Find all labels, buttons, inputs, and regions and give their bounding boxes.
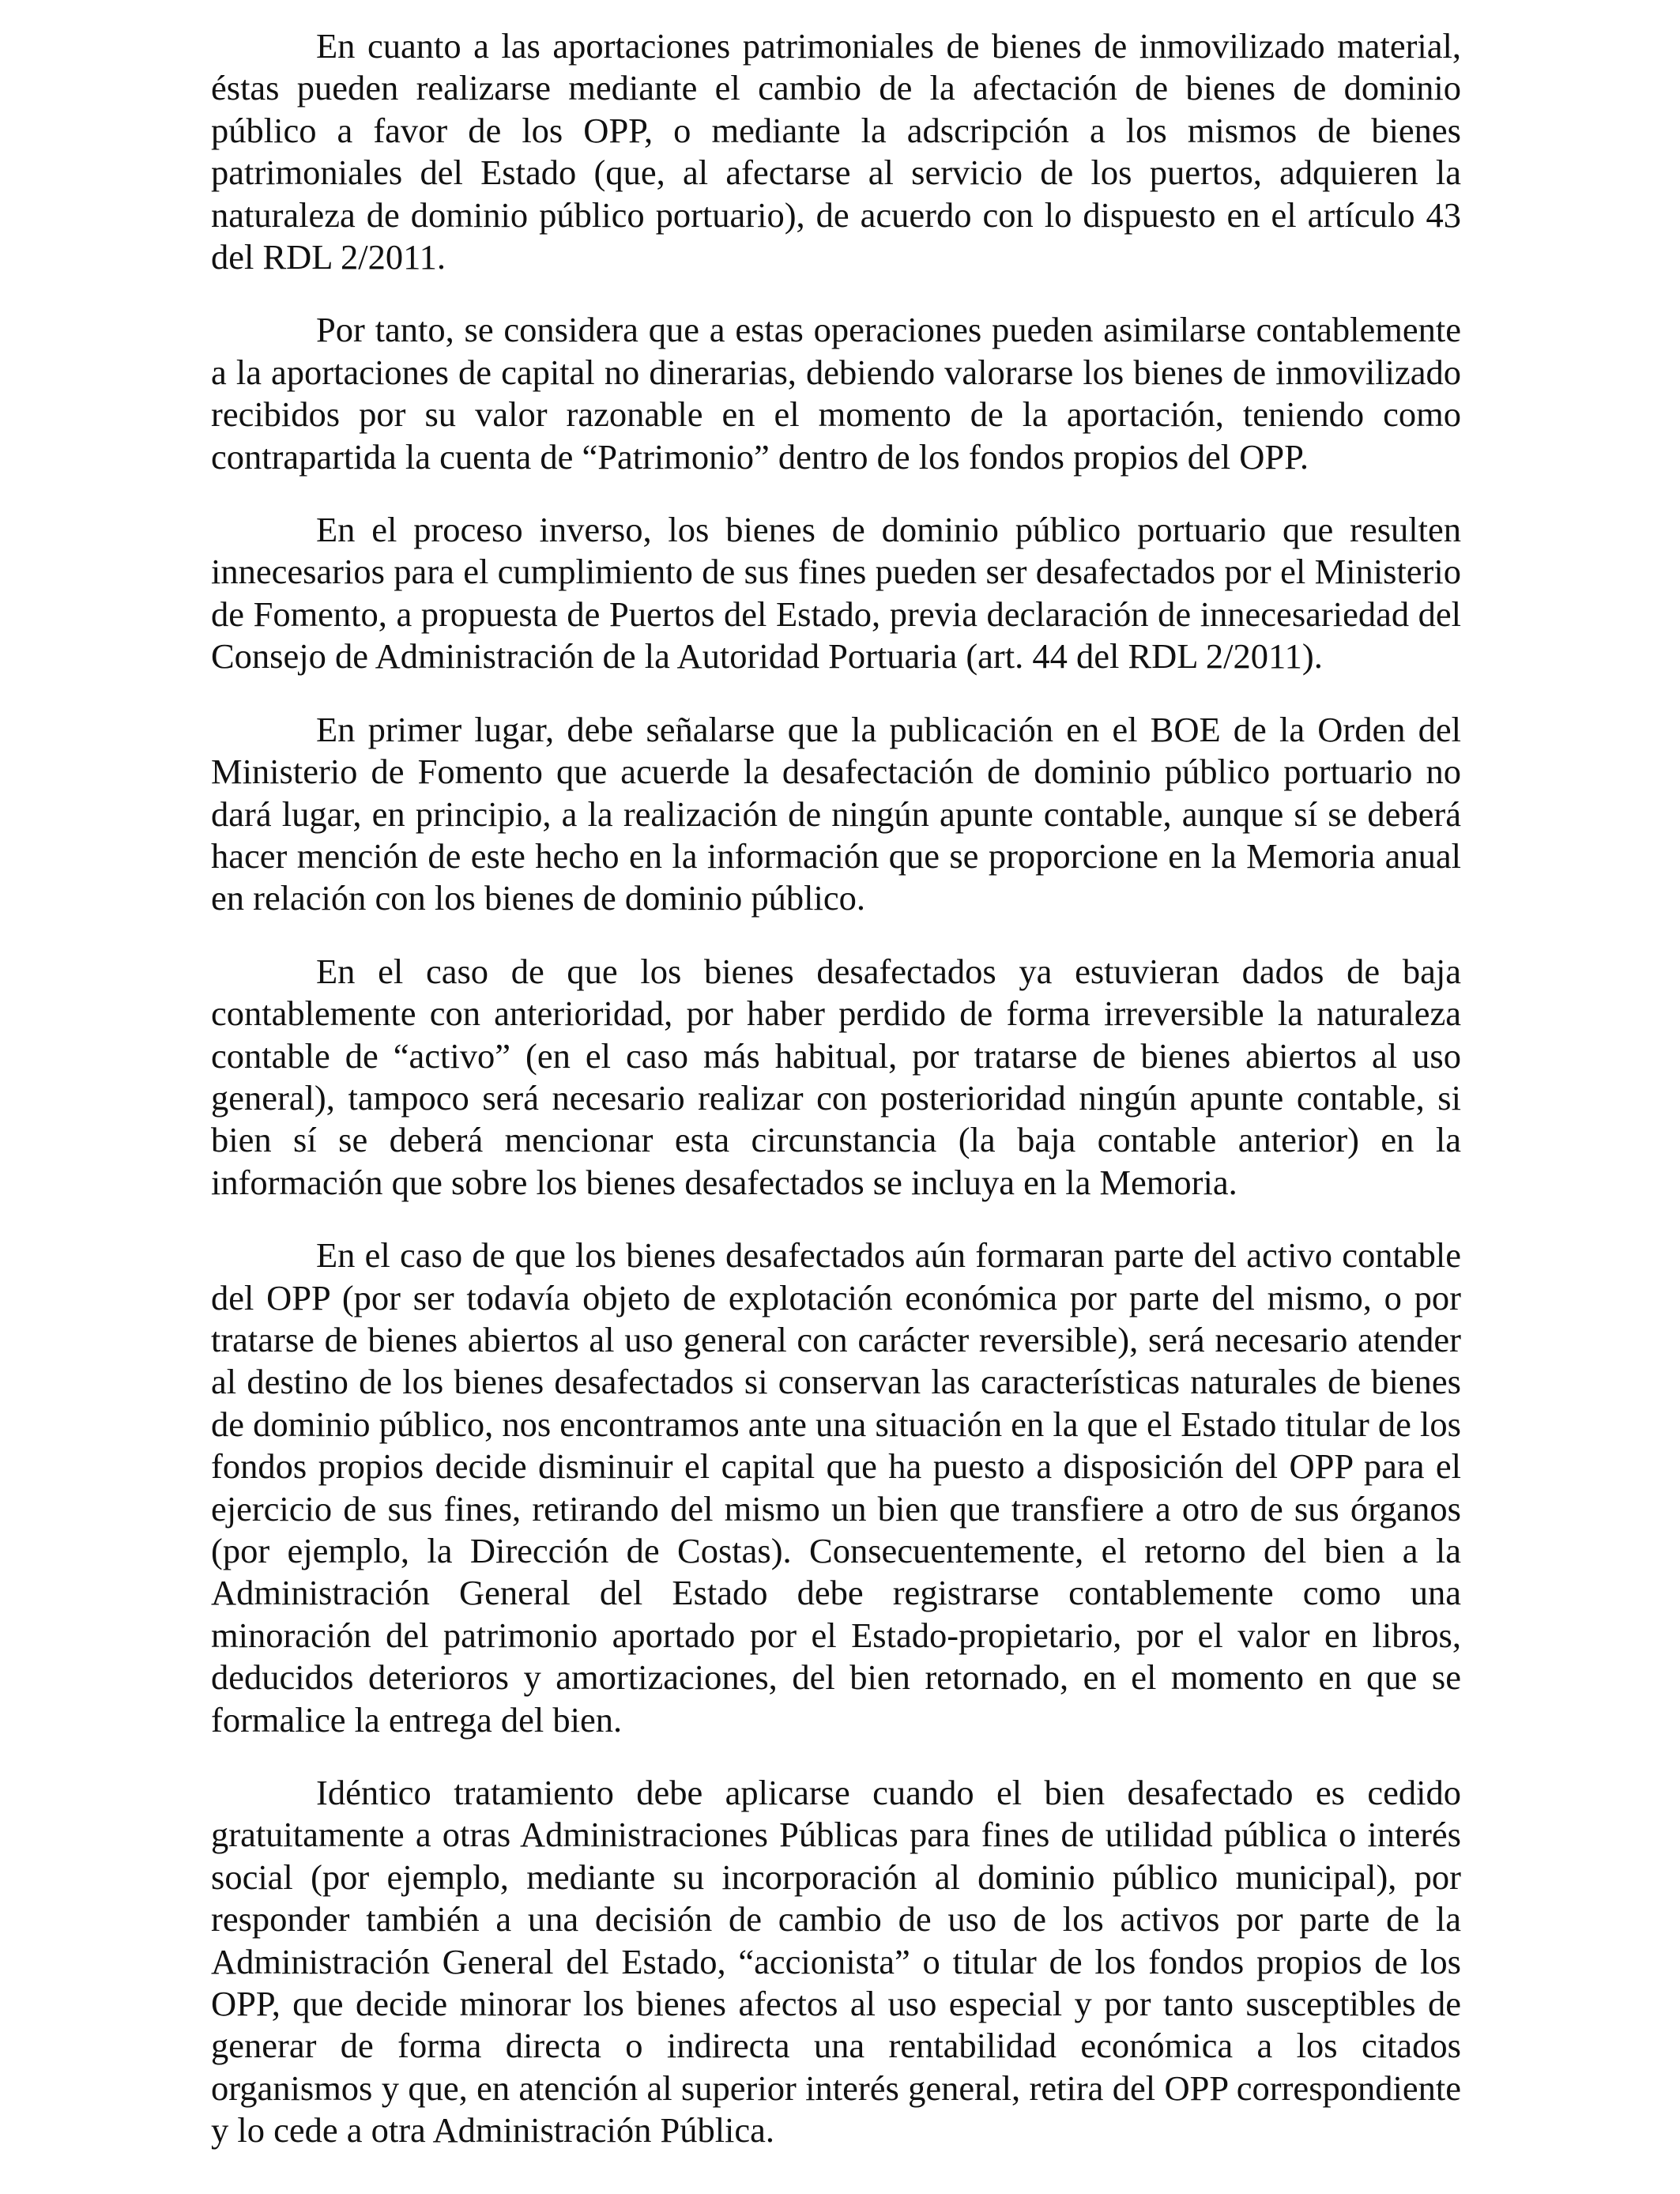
paragraph-cesion-gratuita: Idéntico tratamiento debe aplicarse cuando el bien desafectado es cedido gratuitamente a otras Administraciones Públicas para fines de utilidad pública o interés social (por ejemplo, mediante su incorporación al dominio público municipal), por responder también a una decisión de cambio de uso de los activos por parte de la Administración General del Estado, “accionista” o titular de los fondos propios de los OPP, que decide minorar los bienes afectos al uso especial y por tanto susceptibles de generar de forma directa o indirecta una rentabilidad económica a los citados organismos y que, en atención al superior interés general, retira del OPP correspondiente y lo cede a otra Administración Pública.: [211, 1773, 1461, 2151]
paragraph-aportaciones-patrimoniales: En cuanto a las aportaciones patrimoniales de bienes de inmovilizado material, éstas pueden realizarse mediante el cambio de la afectación de bienes de dominio público a favor de los OPP, o mediante la adscripción a los mismos de bienes patrimoniales del Estado (que, al afectarse al servicio de los puertos, adquieren la naturaleza de dominio público portuario), de acuerdo con lo dispuesto en el artículo 43 del RDL 2/2011.: [211, 26, 1461, 277]
paragraph-publicacion-boe: En primer lugar, debe señalarse que la publicación en el BOE de la Orden del Ministerio de Fomento que acuerde la desafectación de dominio público portuario no dará lugar, en principio, a la realización de ningún apunte contable, aunque sí se deberá hacer mención de este hecho en la información que se proporcione en la Memoria anual en relación con los bienes de dominio público.: [211, 709, 1461, 918]
paragraph-bienes-en-activo: En el caso de que los bienes desafectados aún formaran parte del activo contable del OPP (por ser todavía objeto de explotación económica por parte del mismo, o por tratarse de bienes abiertos al uso general con carácter reversible), será necesario atender al destino de los bienes desafectados si conservan las características naturales de bienes de dominio público, nos encontramos ante una situación en la que el Estado titular de los fondos propios decide disminuir el capital que ha puesto a disposición del OPP para el ejercicio de sus fines, retirando del mismo un bien que transfiere a otro de sus órganos (por ejemplo, la Dirección de Costas). Consecuentemente, el retorno del bien a la Administración General del Estado debe registrarse contablemente como una minoración del patrimonio aportado por el Estado-propietario, por el valor en libros, deducidos deterioros y amortizaciones, del bien retornado, en el momento en que se formalice la entrega del bien.: [211, 1235, 1461, 1740]
document-body: [211, 25, 1461, 2183]
paragraph-proceso-inverso: En el proceso inverso, los bienes de dominio público portuario que resulten innecesarios para el cumplimiento de sus fines pueden ser desafectados por el Ministerio de Fomento, a propuesta de Puertos del Estado, previa declaración de innecesariedad del Consejo de Administración de la Autoridad Portuaria (art. 44 del RDL 2/2011).: [211, 510, 1461, 677]
paragraph-bienes-dados-de-baja: En el caso de que los bienes desafectados ya estuvieran dados de baja contablemente con anterioridad, por haber perdido de forma irreversible la naturaleza contable de “activo” (en el caso más habitual, por tratarse de bienes abiertos al uso general), tampoco será necesario realizar con posterioridad ningún apunte contable, si bien sí se deberá mencionar esta circunstancia (la baja contable anterior) en la información que sobre los bienes desafectados se incluya en la Memoria.: [211, 951, 1461, 1202]
paragraph-asimilacion-contable: Por tanto, se considera que a estas operaciones pueden asimilarse contablemente a la aportaciones de capital no dinerarias, debiendo valorarse los bienes de inmovilizado recibidos por su valor razonable en el momento de la aportación, teniendo como contrapartida la cuenta de “Patrimonio” dentro de los fondos propios del OPP.: [211, 310, 1461, 477]
